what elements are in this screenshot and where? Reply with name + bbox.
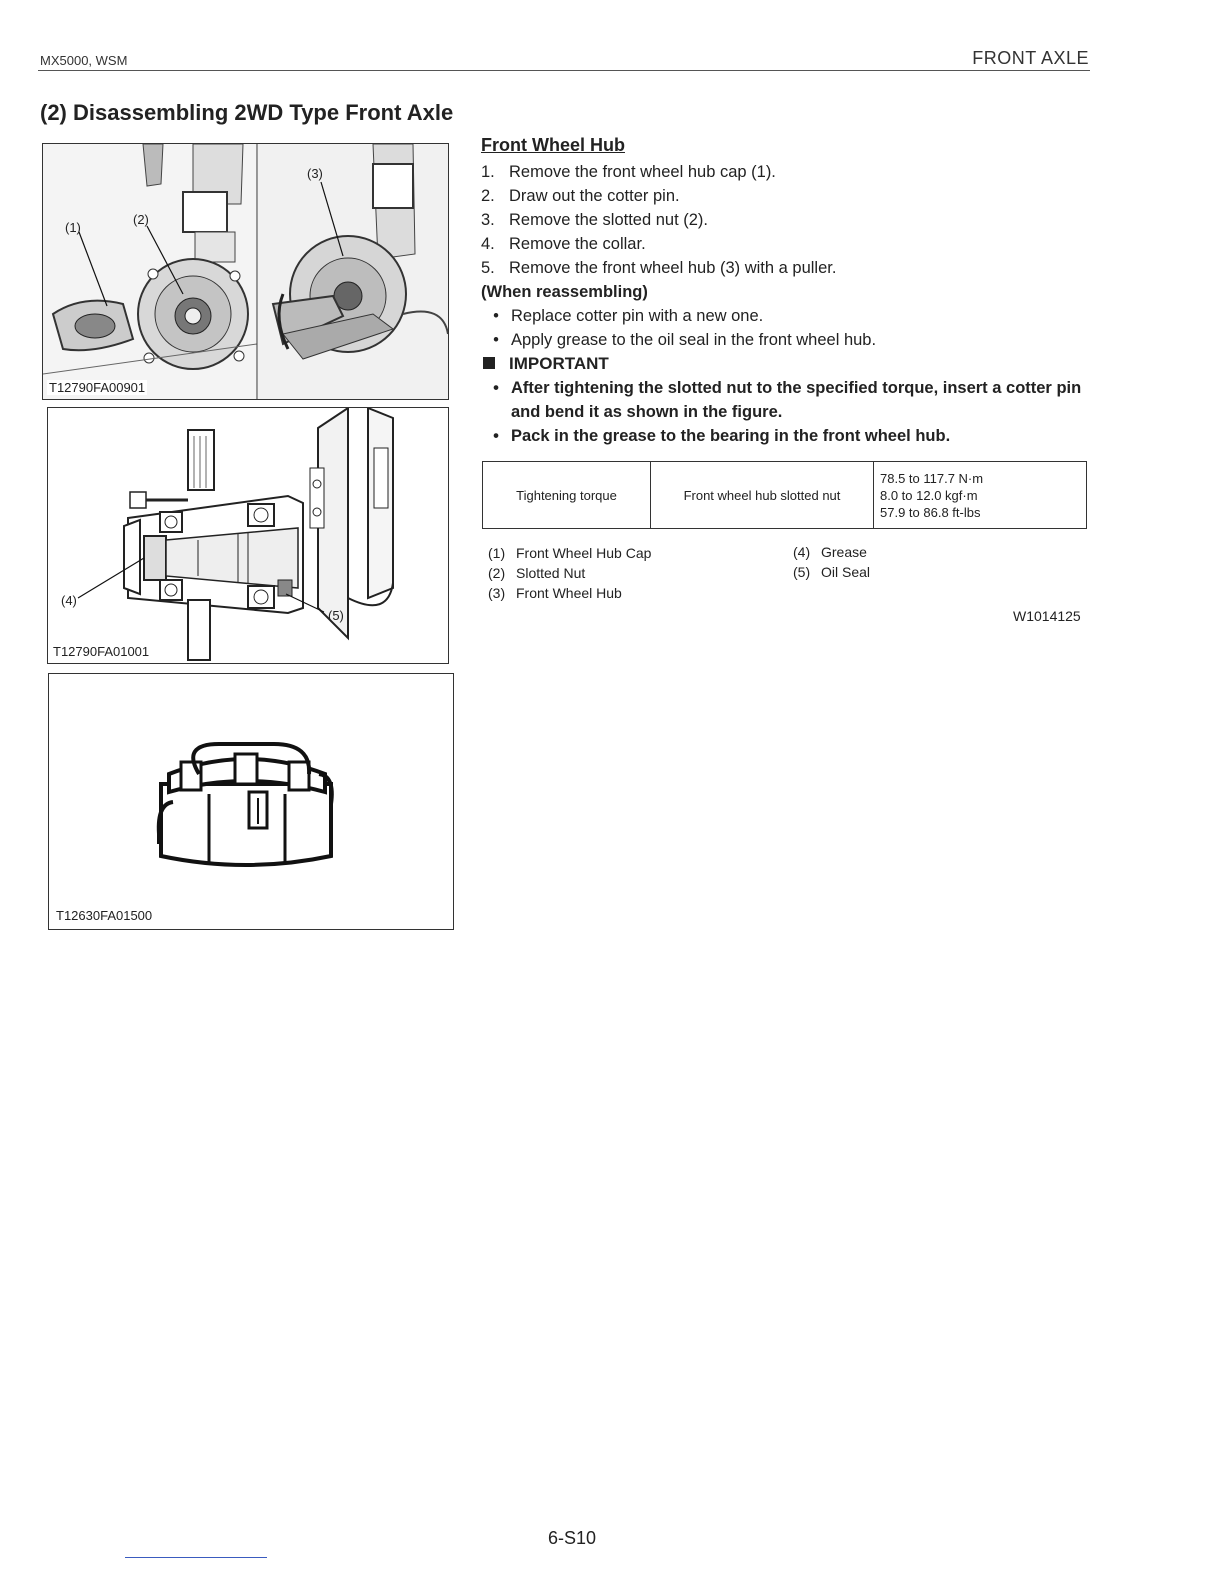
callout-2: (2): [133, 212, 149, 227]
manual-name: MX5000, WSM: [40, 53, 128, 68]
hub-photo-panel: [42, 143, 449, 400]
legend-right: [793, 542, 870, 582]
slotted-nut-illustration: [49, 674, 453, 929]
hub-photo-illustration: [43, 144, 448, 399]
legend-item: (3) Front Wheel Hub: [488, 585, 622, 601]
step-item: 4. Remove the collar.: [481, 235, 646, 253]
figure-code: T12630FA01500: [56, 908, 153, 923]
page-number: 6-S10: [548, 1528, 597, 1548]
subheading: Front Wheel Hub: [481, 135, 625, 155]
step-item: 5. Remove the front wheel hub (3) with a puller.: [481, 259, 837, 277]
figure-code: T12790FA01001: [53, 644, 150, 659]
hub-section-illustration: [48, 408, 448, 663]
reassembling-bullet: • Apply grease to the oil seal in the front wheel hub.: [493, 331, 877, 349]
callout-4: (4): [61, 593, 77, 608]
reassembling-heading: (When reassembling): [481, 283, 648, 301]
figure-code: T12790FA00901: [49, 380, 146, 395]
important-bullet: • Pack in the grease to the bearing in the front wheel hub.: [493, 427, 951, 445]
step-item: 2. Draw out the cotter pin.: [481, 187, 680, 205]
legend-left: [488, 543, 651, 603]
callout-5: (5): [328, 608, 344, 623]
torque-table: [482, 461, 1087, 529]
torque-values: 78.5 to 117.7 N·m 8.0 to 12.0 kgf·m 57.9 to 86.8 ft-lbs: [874, 462, 1087, 529]
footer-rule: [125, 1557, 267, 1558]
section-title: (2) Disassembling 2WD Type Front Axle: [40, 100, 454, 125]
chapter-title: FRONT AXLE: [972, 48, 1089, 68]
torque-label: Tightening torque: [483, 462, 651, 529]
important-bullet: • After tightening the slotted nut to the specified torque, insert a cotter pin and bend it as shown in the figure.: [493, 379, 1082, 421]
torque-item: Front wheel hub slotted nut: [651, 462, 874, 529]
reference-code: W1014125: [1013, 608, 1081, 624]
callout-3: (3): [307, 166, 323, 181]
square-bullet-icon: [483, 357, 495, 369]
step-item: 3. Remove the slotted nut (2).: [481, 211, 709, 229]
procedure-column: [481, 135, 1093, 448]
callout-1: (1): [65, 220, 81, 235]
legend-item: (1) Front Wheel Hub Cap: [488, 545, 652, 561]
header-rule: [38, 70, 1090, 71]
legend-item: (4) Grease: [793, 544, 867, 560]
reassembling-bullet: • Replace cotter pin with a new one.: [493, 307, 764, 325]
legend-item: (5) Oil Seal: [793, 564, 871, 580]
important-heading: IMPORTANT: [481, 352, 1093, 376]
step-item: 1. Remove the front wheel hub cap (1).: [481, 163, 776, 181]
hub-section-drawing: [47, 407, 449, 664]
legend-item: (2) Slotted Nut: [488, 565, 586, 581]
slotted-nut-drawing: [48, 673, 454, 930]
